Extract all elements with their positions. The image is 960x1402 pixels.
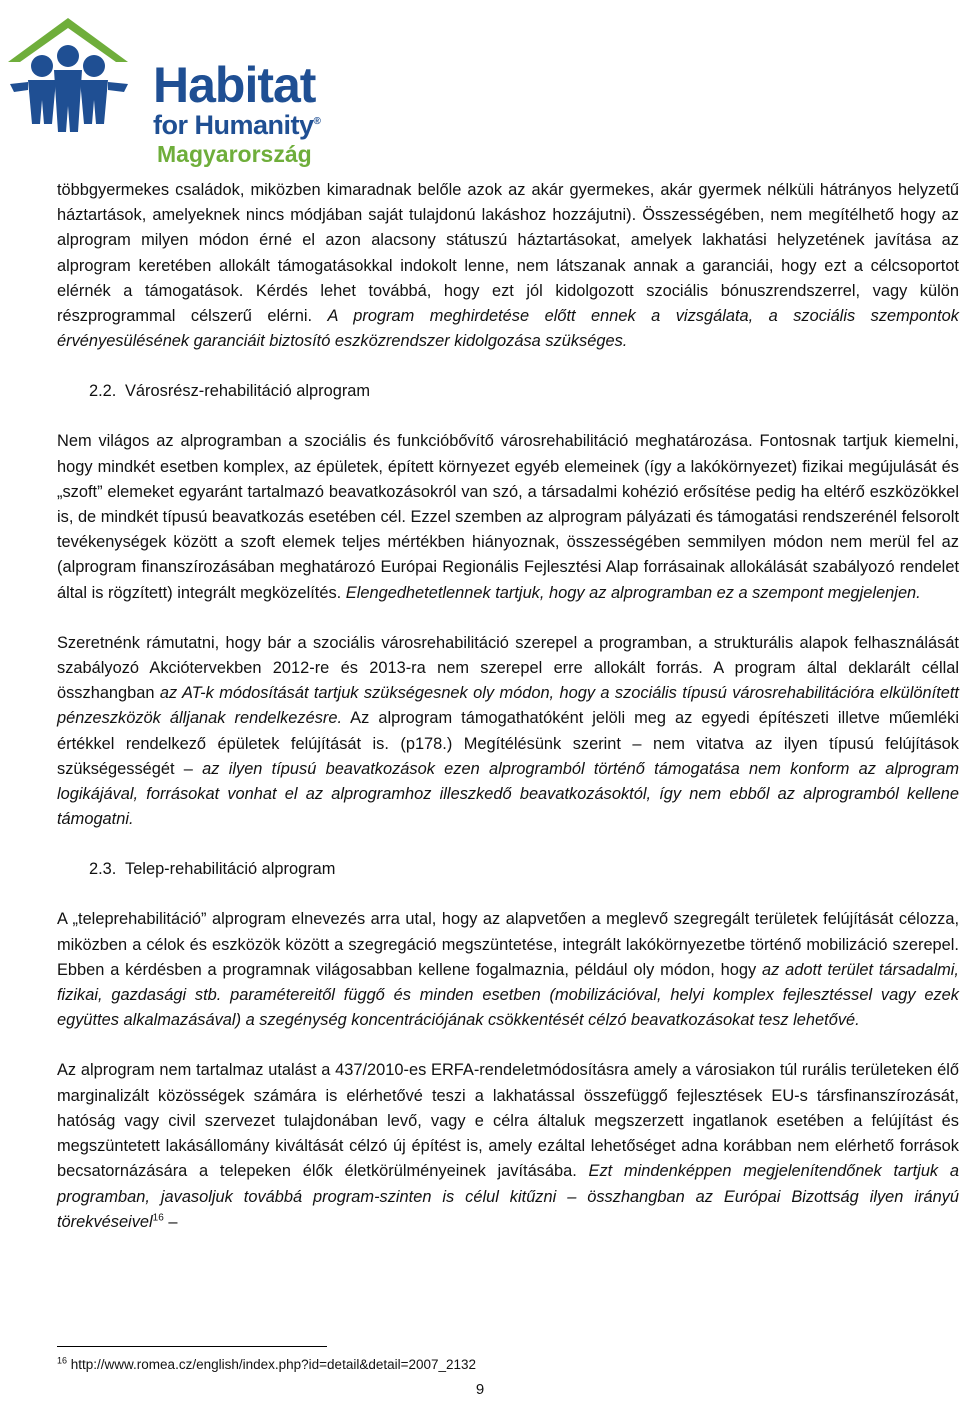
logo-text (153, 57, 321, 167)
paragraph: Szeretnénk rámutatni, hogy bár a szociális városrehabilitáció szerepel a programban, a strukturális alapok felhasználását szabályozó Akciótervekben 2012-re és 2013-ra nem szerepel erre allokált forrás. A program által deklarált céllal összhangban az AT-k módosítását tartjuk szükségesnek oly módon, hogy a szociális típusú városrehabilitációra elkülönített pénzeszközök álljanak rendelkezésre. Az alprogram támogathatóként jelöli meg az egyedi építészeti illetve műemléki értékkel rendelkező épületek felújítását is. (p178.) Megítélésünk szerint – nem vitatva az ilyen típusú felújítások szükségességét – az ilyen típusú beavatkozások ezen alprogramból történő támogatása nem konform az alprogram logikájával, forrásokat vonhat el az alprogramhoz illeszkedő beavatkozásoktól, így nem ebből az alprogramból kellene támogatni. (57, 633, 959, 829)
paragraph: A „teleprehabilitáció” alprogram elnevezés arra utal, hogy az alapvetően a meglevő szegregált területek felújítását célozza, miközben a célok és eszközök között a szegregáció megszüntetése, integrált lakókörnyezetbe történő mobilizáció szerepel. Ebben a kérdésben a programnak világosabban kellene fogalmaznia, például oly módon, hogy az adott terület társadalmi, fizikai, gazdasági stb. paramétereitől függő és minden esetben (mobilizációval, helyi komplex fejlesztéssel vagy ezek együttes alkalmazásával) a szegénység koncentrációjának csökkentését célzó beavatkozásokat tesz lehetővé. (57, 910, 959, 1030)
paragraph: Nem világos az alprogramban a szociális és funkcióbővítő városrehabilitáció meghatározása. Fontosnak tartjuk kiemelni, hogy mindkét esetben komplex, az épületek, épített környezet egyéb elemeinek (így a lakókörnyezet) fizikai megújulását és „szoft” elemeket egyaránt tartalmazó beavatkozásokról van szó, a társadalmi kohézió erősítése pedig ha eltérő eszközökkel is, de mindkét típusú beavatkozás esetében cél. Ezzel szemben az alprogram pályázati és támogatási rendszerénél felsorolt tevékenységek között a szoft elemek teljes mértékben hiányoznak, összességében semmilyen módon nem merül fel az (alprogram finanszírozásában meghatározó Európai Regionális Fejlesztési Alap forrásainak allokálását szabályozó rendelet által is rögzített) integrált megközelítés. Elengedhetetlennek tartjuk, hogy az alprogramban ez a szempont megjelenjen. (57, 432, 959, 602)
section-heading-2-3: 2.3. Telep-rehabilitáció alprogram (89, 860, 336, 879)
habitat-house-icon (6, 14, 156, 154)
footnote-reference[interactable]: 16 (152, 1212, 164, 1224)
habitat-logo (6, 14, 336, 167)
footnote-link[interactable]: http://www.romea.cz/english/index.php?id=detail&detail=2007_2132 (70, 1357, 477, 1372)
paragraph: többgyermekes családok, miközben kimaradnak belőle azok az akár gyermekes, akár gyermek nélküli hátrányos helyzetű háztartások, amelyeknek nincs módjában saját tulajdonú lakáshoz hozzájutni). Összességében, nem megítélhető hogy az alprogram milyen módon érné el azon alacsony státuszú háztartásokat, amelyek lakhatási helyzetének javítása az alprogram keretében allokált támogatásokkal indokolt lenne, nem látszanak annak a garanciái, hogy ezt a célcsoportot elérnék a támogatások. Kérdés lehet továbbá, hogy ezt jól kidolgozott szociális bónuszrendszerrel, vagy külön részprogrammal célszerű elérni. A program meghirdetése előtt ennek a vizsgálata, a szociális szempontok érvényesülésének garanciáit biztosító eszközrendszer kidolgozása szükséges. (57, 181, 959, 351)
logo-line-country: Magyarország (157, 141, 312, 167)
footnote (57, 1357, 476, 1372)
section-heading-2-2: 2.2. Városrész-rehabilitáció alprogram (89, 382, 371, 401)
footnote-number: 16 (57, 1355, 68, 1366)
footnote-separator (57, 1346, 327, 1347)
logo-line-habitat: Habitat (153, 57, 316, 113)
registered-mark: ® (313, 116, 321, 127)
logo-line-for-humanity: for Humanity® (153, 110, 321, 140)
paragraph: Az alprogram nem tartalmaz utalást a 437/2010-es ERFA-rendeletmódosításra amely a városiakon túl rurális területeken élő marginalizált közösségek számára is elérhetővé teszi a lakhatással összefüggő fejlesztések EU-s társfinanszírozását, hatóság vagy civil szervezet tulajdonában levő, vagy e célra általuk megszerzett ingatlanok esetében a felújítást és megszüntetett lakásállomány kiváltását célzó új építést is, amely ezáltal lehetőséget adna korábban nem elérhető források becsatornázására a telepeken élők életkörülményeinek javításába. Ezt mindenképpen megjelenítendőnek tartjuk a programban, javasoljuk továbbá program-szinten is célul kitűzni – összhangban az Európai Bizottság ilyen irányú törekvéseivel$^{16}$ – (57, 1061, 959, 1231)
document-body (57, 178, 959, 1235)
page-number: 9 (475, 1381, 485, 1398)
